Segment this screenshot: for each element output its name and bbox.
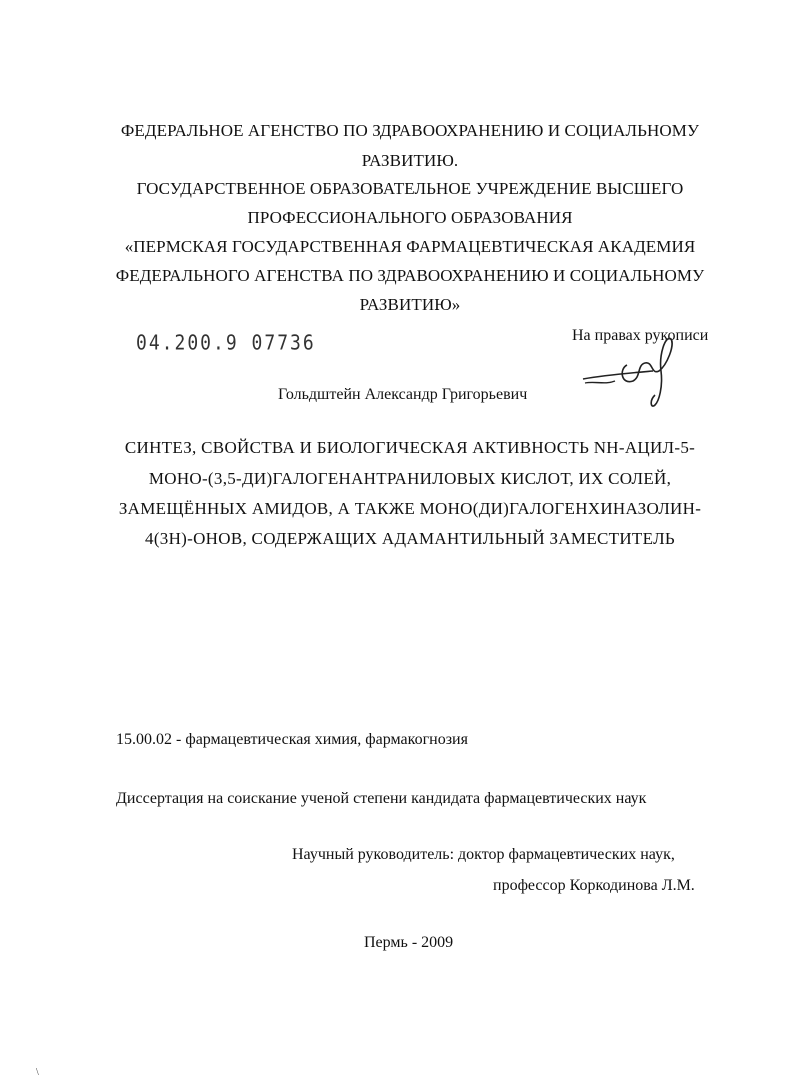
header-line: ФЕДЕРАЛЬНОГО АГЕНСТВА ПО ЗДРАВООХРАНЕНИЮ И СОЦИАЛЬНОМУ: [115, 266, 705, 285]
registration-stamp: 04.200.9 07736: [136, 331, 316, 356]
specialty-code: 15.00.02 - фармацевтическая химия, фармакогнозия: [116, 731, 468, 748]
supervisor-line-2: профессор Коркодинова Л.М.: [493, 877, 695, 894]
dissertation-degree: Диссертация на соискание ученой степени кандидата фармацевтических наук: [116, 790, 647, 807]
title-line: МОНО-(3,5-ДИ)ГАЛОГЕНАНТРАНИЛОВЫХ КИСЛОТ, ИХ СОЛЕЙ,: [148, 469, 672, 488]
rights-note: На правах рукописи: [572, 327, 709, 344]
supervisor-line-1: Научный руководитель: доктор фармацевтических наук,: [292, 846, 675, 863]
corner-mark: \: [36, 1067, 39, 1078]
title-line: ЗАМЕЩЁННЫХ АМИДОВ, А ТАКЖЕ МОНО(ДИ)ГАЛОГЕНХИНАЗОЛИН-: [118, 499, 702, 518]
title-line: 4(3Н)-ОНОВ, СОДЕРЖАЩИХ АДАМАНТИЛЬНЫЙ ЗАМЕСТИТЕЛЬ: [145, 529, 675, 548]
title-line: СИНТЕЗ, СВОЙСТВА И БИОЛОГИЧЕСКАЯ АКТИВНОСТЬ NH-АЦИЛ-5-: [124, 438, 696, 457]
header-line: РАЗВИТИЮ.: [361, 151, 459, 170]
header-line: ГОСУДАРСТВЕННОЕ ОБРАЗОВАТЕЛЬНОЕ УЧРЕЖДЕНИЕ ВЫСШЕГО: [136, 179, 684, 198]
city-year: Пермь - 2009: [364, 934, 454, 951]
author-name: Гольдштейн Александр Григорьевич: [278, 386, 528, 403]
header-line: ФЕДЕРАЛЬНОЕ АГЕНСТВО ПО ЗДРАВООХРАНЕНИЮ И СОЦИАЛЬНОМУ: [120, 121, 700, 140]
signature-image: [575, 335, 695, 410]
header-line: «ПЕРМСКАЯ ГОСУДАРСТВЕННАЯ ФАРМАЦЕВТИЧЕСКАЯ АКАДЕМИЯ: [124, 237, 696, 256]
header-line: ПРОФЕССИОНАЛЬНОГО ОБРАЗОВАНИЯ: [247, 208, 573, 227]
header-line: РАЗВИТИЮ»: [359, 295, 461, 314]
